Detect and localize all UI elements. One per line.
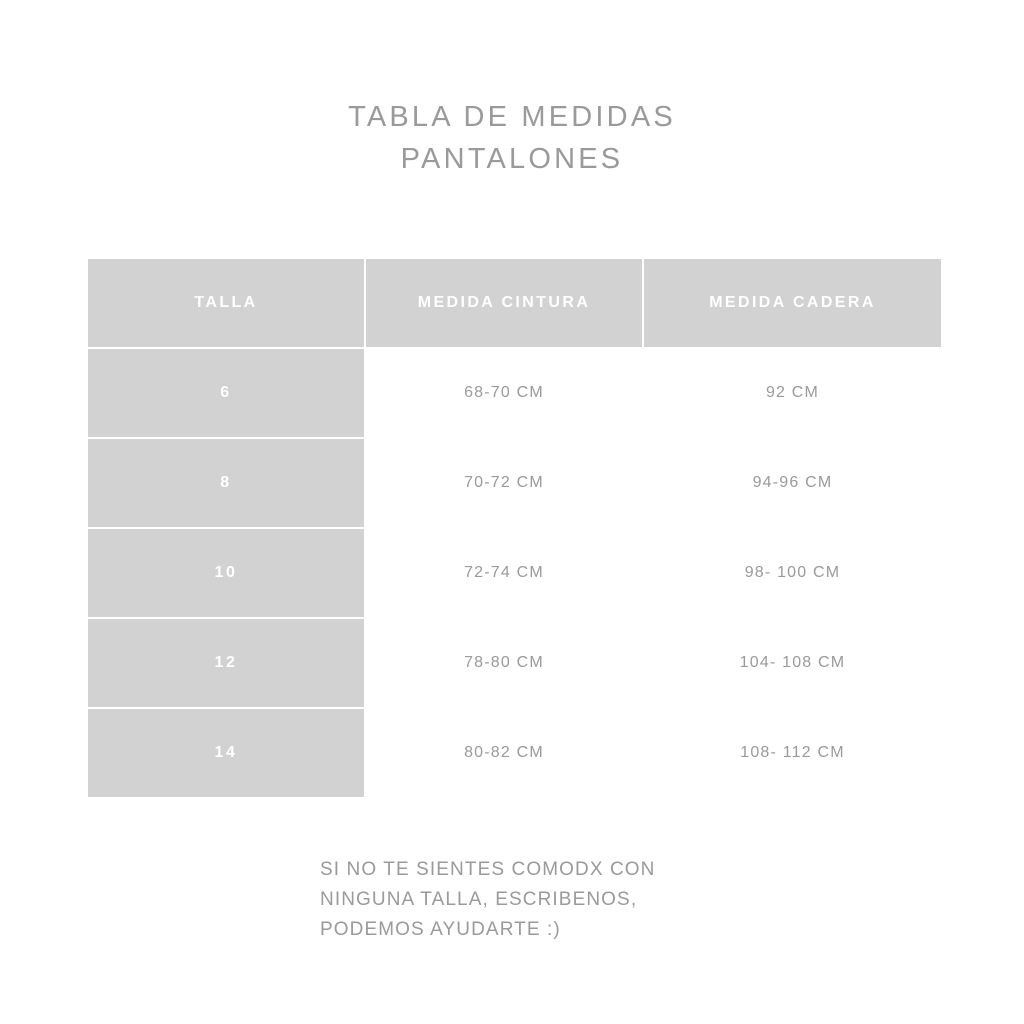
size-table [86,257,943,799]
page-title-line-2: PANTALONES [400,143,624,175]
cell-talla: 8 [87,438,365,528]
cell-cintura: 68-70 CM [365,348,643,438]
column-header-cintura: MEDIDA CINTURA [365,258,643,348]
footnote-line-1: SI NO TE SIENTES COMODX CON [320,859,656,880]
table-header [87,258,942,348]
cell-cadera: 94-96 CM [643,438,942,528]
table-body [87,348,942,798]
cell-cadera: 98- 100 CM [643,528,942,618]
cell-cadera: 108- 112 CM [643,708,942,798]
column-header-talla: TALLA [87,258,365,348]
footnote [320,855,880,945]
cell-talla: 6 [87,348,365,438]
table-row [87,438,942,528]
cell-talla: 12 [87,618,365,708]
footnote-line-3: PODEMOS AYUDARTE :) [320,919,561,940]
page-title-line-1: TABLA DE MEDIDAS [348,101,676,133]
cell-cadera: 104- 108 CM [643,618,942,708]
cell-talla: 10 [87,528,365,618]
cell-cintura: 78-80 CM [365,618,643,708]
table-row [87,528,942,618]
cell-cintura: 70-72 CM [365,438,643,528]
page-title [0,96,1024,180]
size-table-container [85,256,942,800]
column-header-cadera: MEDIDA CADERA [643,258,942,348]
cell-cintura: 80-82 CM [365,708,643,798]
cell-cadera: 92 CM [643,348,942,438]
table-row [87,348,942,438]
footnote-line-2: NINGUNA TALLA, ESCRIBENOS, [320,889,638,910]
table-header-row [87,258,942,348]
table-row [87,708,942,798]
cell-talla: 14 [87,708,365,798]
table-row [87,618,942,708]
cell-cintura: 72-74 CM [365,528,643,618]
